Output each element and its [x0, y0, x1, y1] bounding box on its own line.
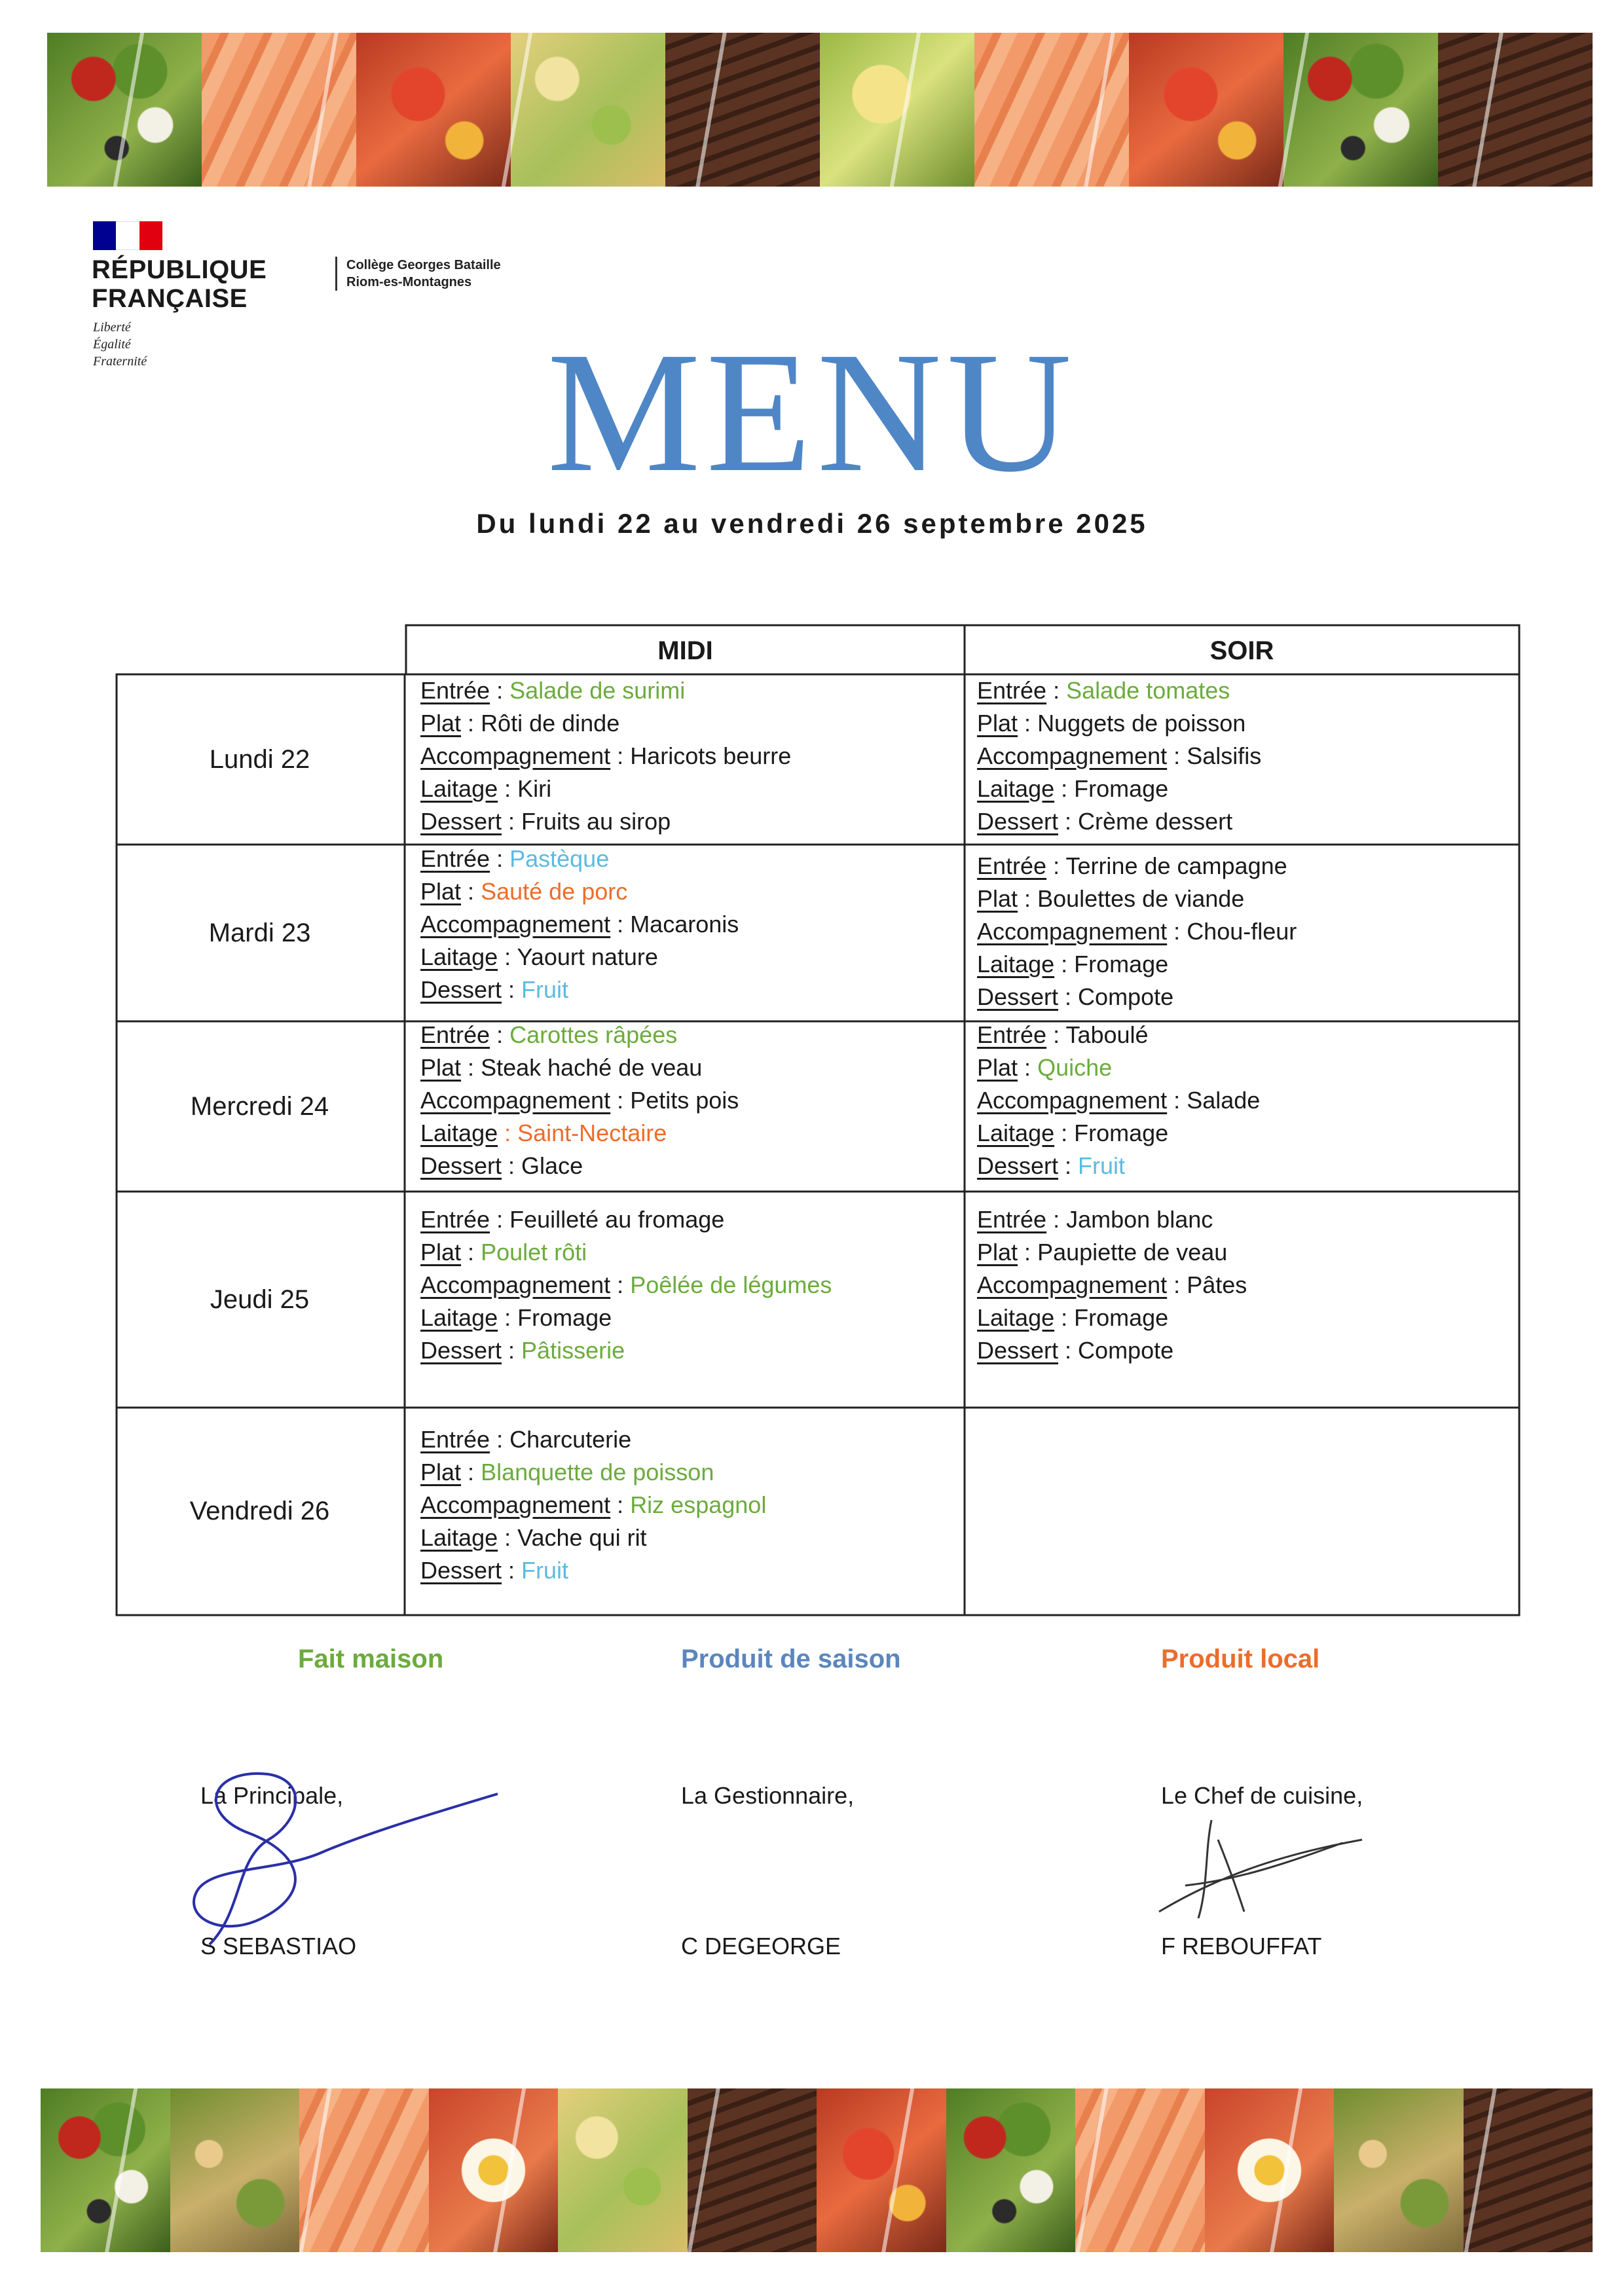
- course-separator: :: [461, 710, 481, 737]
- day-label: Mardi 23: [208, 918, 311, 947]
- menu-item-dessert: [977, 981, 1297, 1013]
- course-separator: :: [498, 1304, 518, 1331]
- signature-principale-role: La Principale,: [200, 1782, 344, 1809]
- course-separator: :: [490, 1426, 510, 1453]
- course-separator: :: [490, 1206, 510, 1233]
- dish-name: Fruit: [521, 976, 569, 1003]
- course-label: Dessert: [420, 976, 502, 1003]
- page-title: MENU: [547, 317, 1077, 508]
- food-photo: [820, 33, 974, 187]
- dish-name: Fruits au sirop: [521, 808, 671, 835]
- signature-chef-name: F REBOUFFAT: [1161, 1933, 1322, 1959]
- menu-item-laitage: [420, 1522, 766, 1554]
- republique-flag-icon: [93, 221, 162, 250]
- course-label: Plat: [977, 1054, 1018, 1081]
- food-photo: [170, 2088, 300, 2252]
- dish-name: Feuilleté au fromage: [509, 1206, 725, 1233]
- course-label: Dessert: [420, 808, 502, 835]
- course-label: Entrée: [977, 852, 1047, 879]
- menu-item-entree: [977, 674, 1261, 707]
- menu-item-laitage: [977, 1117, 1260, 1150]
- dish-name: Yaourt nature: [517, 943, 658, 970]
- food-photo: [1129, 33, 1283, 187]
- republique-line1: RÉPUBLIQUE: [92, 255, 267, 284]
- food-banner-bottom: [41, 2088, 1593, 2252]
- course-label: Entrée: [420, 1206, 490, 1233]
- dish-name: Paupiette de veau: [1037, 1239, 1228, 1266]
- dish-name: Blanquette de poisson: [481, 1459, 714, 1485]
- course-label: Accompagnement: [420, 911, 611, 938]
- food-photo: [688, 2088, 817, 2252]
- course-separator: :: [610, 1271, 631, 1298]
- menu-item-accompagnement: [420, 908, 739, 941]
- menu-item-laitage: [420, 1117, 739, 1150]
- course-label: Accompagnement: [977, 742, 1168, 769]
- menu-item-dessert: [420, 1150, 739, 1182]
- course-label: Dessert: [977, 983, 1059, 1010]
- course-separator: :: [1167, 1271, 1187, 1298]
- course-label: Laitage: [420, 775, 498, 802]
- menu-item-plat: [420, 707, 791, 740]
- legend-produit-local: Produit local: [1161, 1645, 1320, 1673]
- course-label: Accompagnement: [420, 1491, 611, 1518]
- signature-chef-role: Le Chef de cuisine,: [1161, 1782, 1363, 1809]
- menu-item-accompagnement: [420, 1269, 832, 1302]
- legend-produit-de-saison: Produit de saison: [681, 1645, 901, 1673]
- menu-item-plat: [420, 1236, 832, 1269]
- course-label: Laitage: [420, 1304, 498, 1331]
- dish-name: Petits pois: [630, 1087, 739, 1114]
- menu-cell-midi: [420, 1203, 832, 1367]
- dish-name: Fromage: [1074, 1120, 1169, 1146]
- course-label: Plat: [420, 1054, 462, 1081]
- dish-name: Salsifis: [1187, 742, 1262, 769]
- course-label: Entrée: [420, 677, 490, 704]
- menu-item-laitage: [977, 948, 1297, 981]
- menu-item-plat: [977, 707, 1261, 740]
- course-separator: :: [498, 775, 518, 802]
- dish-name: Charcuterie: [509, 1426, 632, 1453]
- course-separator: :: [490, 1021, 510, 1048]
- course-label: Laitage: [977, 1120, 1055, 1146]
- food-banner-top: [47, 33, 1593, 187]
- menu-item-entree: [420, 843, 739, 875]
- flag-white: [116, 221, 139, 250]
- food-photo: [1464, 2088, 1593, 2252]
- food-photo: [429, 2088, 559, 2252]
- dish-name: Quiche: [1037, 1054, 1113, 1081]
- menu-date-range: Du lundi 22 au vendredi 26 septembre 2025: [476, 508, 1148, 539]
- dish-name: Salade: [1187, 1087, 1261, 1114]
- column-header-soir: SOIR: [1209, 636, 1274, 665]
- handwritten-signature-chef: [1146, 1813, 1369, 1944]
- course-label: Laitage: [420, 1524, 498, 1551]
- course-label: Accompagnement: [977, 1087, 1168, 1114]
- dish-name: Sauté de porc: [481, 878, 628, 905]
- dish-name: Fromage: [1074, 951, 1169, 977]
- dish-name: Saint-Nectaire: [517, 1120, 667, 1146]
- menu-item-plat: [420, 875, 739, 908]
- course-separator: :: [461, 1459, 481, 1485]
- course-separator: :: [1058, 983, 1079, 1010]
- dish-name: Pâtisserie: [521, 1337, 625, 1364]
- menu-cell-soir: [977, 1019, 1260, 1182]
- course-separator: :: [490, 845, 510, 872]
- college-line1: Collège Georges Bataille: [346, 258, 501, 272]
- dish-name: Vache qui rit: [517, 1524, 647, 1551]
- course-separator: :: [1058, 1337, 1079, 1364]
- dish-name: Poêlée de légumes: [630, 1271, 832, 1298]
- food-photo: [1283, 33, 1438, 187]
- menu-item-laitage: [977, 1302, 1247, 1334]
- food-photo: [1334, 2088, 1464, 2252]
- course-separator: :: [502, 976, 522, 1003]
- course-label: Entrée: [977, 677, 1047, 704]
- course-label: Accompagnement: [977, 918, 1168, 945]
- dish-name: Steak haché de veau: [481, 1054, 703, 1081]
- motto-liberte: Liberté: [93, 320, 131, 335]
- course-label: Accompagnement: [420, 1087, 611, 1114]
- course-separator: :: [490, 677, 510, 704]
- dish-name: Fromage: [1074, 1304, 1169, 1331]
- course-separator: :: [1018, 710, 1038, 737]
- course-separator: :: [610, 1491, 631, 1518]
- food-photo: [202, 33, 356, 187]
- menu-item-accompagnement: [977, 915, 1297, 948]
- menu-item-entree: [420, 1203, 832, 1236]
- course-label: Entrée: [420, 845, 490, 872]
- menu-item-plat: [420, 1456, 766, 1489]
- dish-name: Taboulé: [1065, 1021, 1149, 1048]
- food-photo: [47, 33, 202, 187]
- menu-item-plat: [977, 1051, 1260, 1084]
- menu-item-accompagnement: [977, 740, 1261, 773]
- course-label: Laitage: [420, 943, 498, 970]
- day-label: Lundi 22: [209, 744, 310, 774]
- course-separator: :: [502, 1337, 522, 1364]
- menu-item-accompagnement: [420, 1489, 766, 1522]
- course-label: Laitage: [977, 1304, 1055, 1331]
- college-name: [335, 257, 501, 291]
- course-separator: :: [1167, 918, 1187, 945]
- day-label: Jeudi 25: [210, 1285, 310, 1314]
- handwritten-signature-principale: [170, 1761, 511, 1958]
- menu-cell-soir: [977, 850, 1297, 1013]
- course-separator: :: [1046, 1021, 1066, 1048]
- dish-name: Macaronis: [630, 911, 739, 938]
- menu-item-entree: [420, 1423, 766, 1456]
- menu-item-dessert: [420, 805, 791, 838]
- motto-fraternite: Fraternité: [93, 354, 147, 369]
- menu-item-dessert: [977, 1334, 1247, 1367]
- course-separator: :: [1046, 852, 1066, 879]
- signature-gestionnaire-role: La Gestionnaire,: [681, 1782, 855, 1809]
- course-separator: :: [1054, 951, 1075, 977]
- course-label: Accompagnement: [977, 1271, 1168, 1298]
- menu-item-entree: [420, 674, 791, 707]
- course-label: Entrée: [977, 1206, 1047, 1233]
- course-label: Dessert: [420, 1337, 502, 1364]
- course-label: Entrée: [420, 1426, 490, 1453]
- course-separator: :: [610, 911, 631, 938]
- course-separator: :: [1046, 1206, 1067, 1233]
- course-separator: :: [498, 1524, 518, 1551]
- course-separator: :: [502, 808, 522, 835]
- flag-blue: [93, 221, 116, 250]
- dish-name: Jambon blanc: [1066, 1206, 1213, 1233]
- food-photo: [946, 2088, 1076, 2252]
- course-label: Laitage: [977, 951, 1055, 977]
- course-label: Laitage: [977, 775, 1055, 802]
- signature-gestionnaire-name: C DEGEORGE: [681, 1933, 841, 1959]
- course-label: Dessert: [977, 1337, 1059, 1364]
- menu-cell-midi: [420, 1423, 766, 1587]
- dish-name: Fruit: [1078, 1152, 1126, 1179]
- menu-item-accompagnement: [977, 1084, 1260, 1117]
- food-photo: [1438, 33, 1593, 187]
- republique-line2: FRANÇAISE: [92, 284, 248, 313]
- food-photo: [511, 33, 665, 187]
- menu-item-entree: [977, 850, 1297, 883]
- menu-cell-midi: [420, 674, 791, 838]
- course-label: Entrée: [420, 1021, 490, 1048]
- course-separator: :: [610, 1087, 631, 1114]
- food-photo: [1205, 2088, 1335, 2252]
- menu-item-accompagnement: [420, 1084, 739, 1117]
- dish-name: Boulettes de viande: [1037, 885, 1245, 912]
- dish-name: Glace: [521, 1152, 583, 1179]
- course-separator: :: [1018, 1054, 1038, 1081]
- dish-name: Fruit: [521, 1557, 569, 1584]
- dish-name: Poulet rôti: [481, 1239, 587, 1266]
- course-label: Plat: [977, 1239, 1018, 1266]
- course-label: Plat: [977, 710, 1018, 737]
- motto-egalite: Égalité: [93, 337, 131, 352]
- dish-name: Compote: [1078, 983, 1174, 1010]
- food-photo: [356, 33, 511, 187]
- course-label: Plat: [420, 1459, 462, 1485]
- course-separator: :: [1054, 1304, 1075, 1331]
- food-photo: [558, 2088, 688, 2252]
- course-label: Plat: [420, 878, 462, 905]
- course-label: Dessert: [977, 808, 1059, 835]
- flag-red: [139, 221, 162, 250]
- course-separator: :: [498, 1120, 518, 1146]
- course-label: Laitage: [420, 1120, 498, 1146]
- republique-francaise-logo: [92, 255, 267, 313]
- course-separator: :: [1167, 742, 1187, 769]
- course-label: Dessert: [977, 1152, 1059, 1179]
- food-photo: [299, 2088, 429, 2252]
- food-photo: [817, 2088, 946, 2252]
- menu-item-entree: [977, 1203, 1247, 1236]
- course-separator: :: [1054, 1120, 1075, 1146]
- course-separator: :: [502, 1557, 522, 1584]
- menu-item-dessert: [977, 805, 1261, 838]
- dish-name: Pastèque: [509, 845, 610, 872]
- menu-item-dessert: [977, 1150, 1260, 1182]
- course-label: Plat: [420, 1239, 462, 1266]
- dish-name: Riz espagnol: [630, 1491, 767, 1518]
- course-separator: :: [1058, 808, 1079, 835]
- legend-fait-maison: Fait maison: [298, 1645, 444, 1673]
- menu-cell-soir: [977, 674, 1261, 838]
- menu-item-laitage: [420, 1302, 832, 1334]
- dish-name: Haricots beurre: [630, 742, 792, 769]
- menu-cell-midi: [420, 1019, 739, 1182]
- course-separator: :: [1018, 885, 1038, 912]
- menu-item-dessert: [420, 1334, 832, 1367]
- food-photo: [974, 33, 1129, 187]
- course-separator: :: [1058, 1152, 1079, 1179]
- menu-item-accompagnement: [420, 740, 791, 773]
- course-separator: :: [461, 1054, 481, 1081]
- dish-name: Fromage: [517, 1304, 612, 1331]
- course-separator: :: [502, 1152, 522, 1179]
- dish-name: Rôti de dinde: [481, 710, 620, 737]
- course-label: Plat: [977, 885, 1018, 912]
- menu-item-plat: [977, 883, 1297, 915]
- dish-name: Crème dessert: [1078, 808, 1233, 835]
- dish-name: Compote: [1078, 1337, 1174, 1364]
- course-label: Plat: [420, 710, 462, 737]
- dish-name: Chou-fleur: [1187, 918, 1297, 945]
- menu-item-laitage: [420, 941, 739, 974]
- dish-name: Pâtes: [1187, 1271, 1247, 1298]
- course-label: Dessert: [420, 1152, 502, 1179]
- dish-name: Carottes râpées: [509, 1021, 678, 1048]
- day-label: Mercredi 24: [190, 1091, 329, 1121]
- menu-item-laitage: [977, 773, 1261, 805]
- menu-item-plat: [977, 1236, 1247, 1269]
- course-separator: :: [1167, 1087, 1187, 1114]
- dish-name: Salade de surimi: [509, 677, 686, 704]
- menu-item-entree: [977, 1019, 1260, 1051]
- course-label: Dessert: [420, 1557, 502, 1584]
- menu-item-plat: [420, 1051, 739, 1084]
- course-separator: :: [498, 943, 517, 970]
- course-separator: :: [1046, 677, 1067, 704]
- dish-name: Salade tomates: [1066, 677, 1230, 704]
- dish-name: Terrine de campagne: [1065, 852, 1287, 879]
- menu-cell-midi: [420, 843, 739, 1006]
- course-separator: :: [610, 742, 631, 769]
- menu-item-dessert: [420, 1554, 766, 1587]
- day-label: Vendredi 26: [189, 1497, 330, 1525]
- food-photo: [1075, 2088, 1205, 2252]
- column-header-midi: MIDI: [657, 636, 713, 665]
- menu-item-dessert: [420, 974, 739, 1006]
- college-line2: Riom-es-Montagnes: [346, 275, 472, 289]
- menu-item-entree: [420, 1019, 739, 1051]
- food-photo: [665, 33, 820, 187]
- menu-item-laitage: [420, 773, 791, 805]
- food-photo: [41, 2088, 170, 2252]
- dish-name: Nuggets de poisson: [1037, 710, 1246, 737]
- dish-name: Fromage: [1074, 775, 1169, 802]
- course-label: Accompagnement: [420, 742, 611, 769]
- menu-item-accompagnement: [977, 1269, 1247, 1302]
- course-label: Entrée: [977, 1021, 1047, 1048]
- menu-cell-soir: [977, 1203, 1247, 1367]
- course-label: Accompagnement: [420, 1271, 611, 1298]
- signature-principale-name: S SEBASTIAO: [200, 1933, 357, 1959]
- course-separator: :: [461, 1239, 481, 1266]
- course-separator: :: [1018, 1239, 1038, 1266]
- dish-name: Kiri: [517, 775, 552, 802]
- course-separator: :: [461, 878, 481, 905]
- course-separator: :: [1054, 775, 1075, 802]
